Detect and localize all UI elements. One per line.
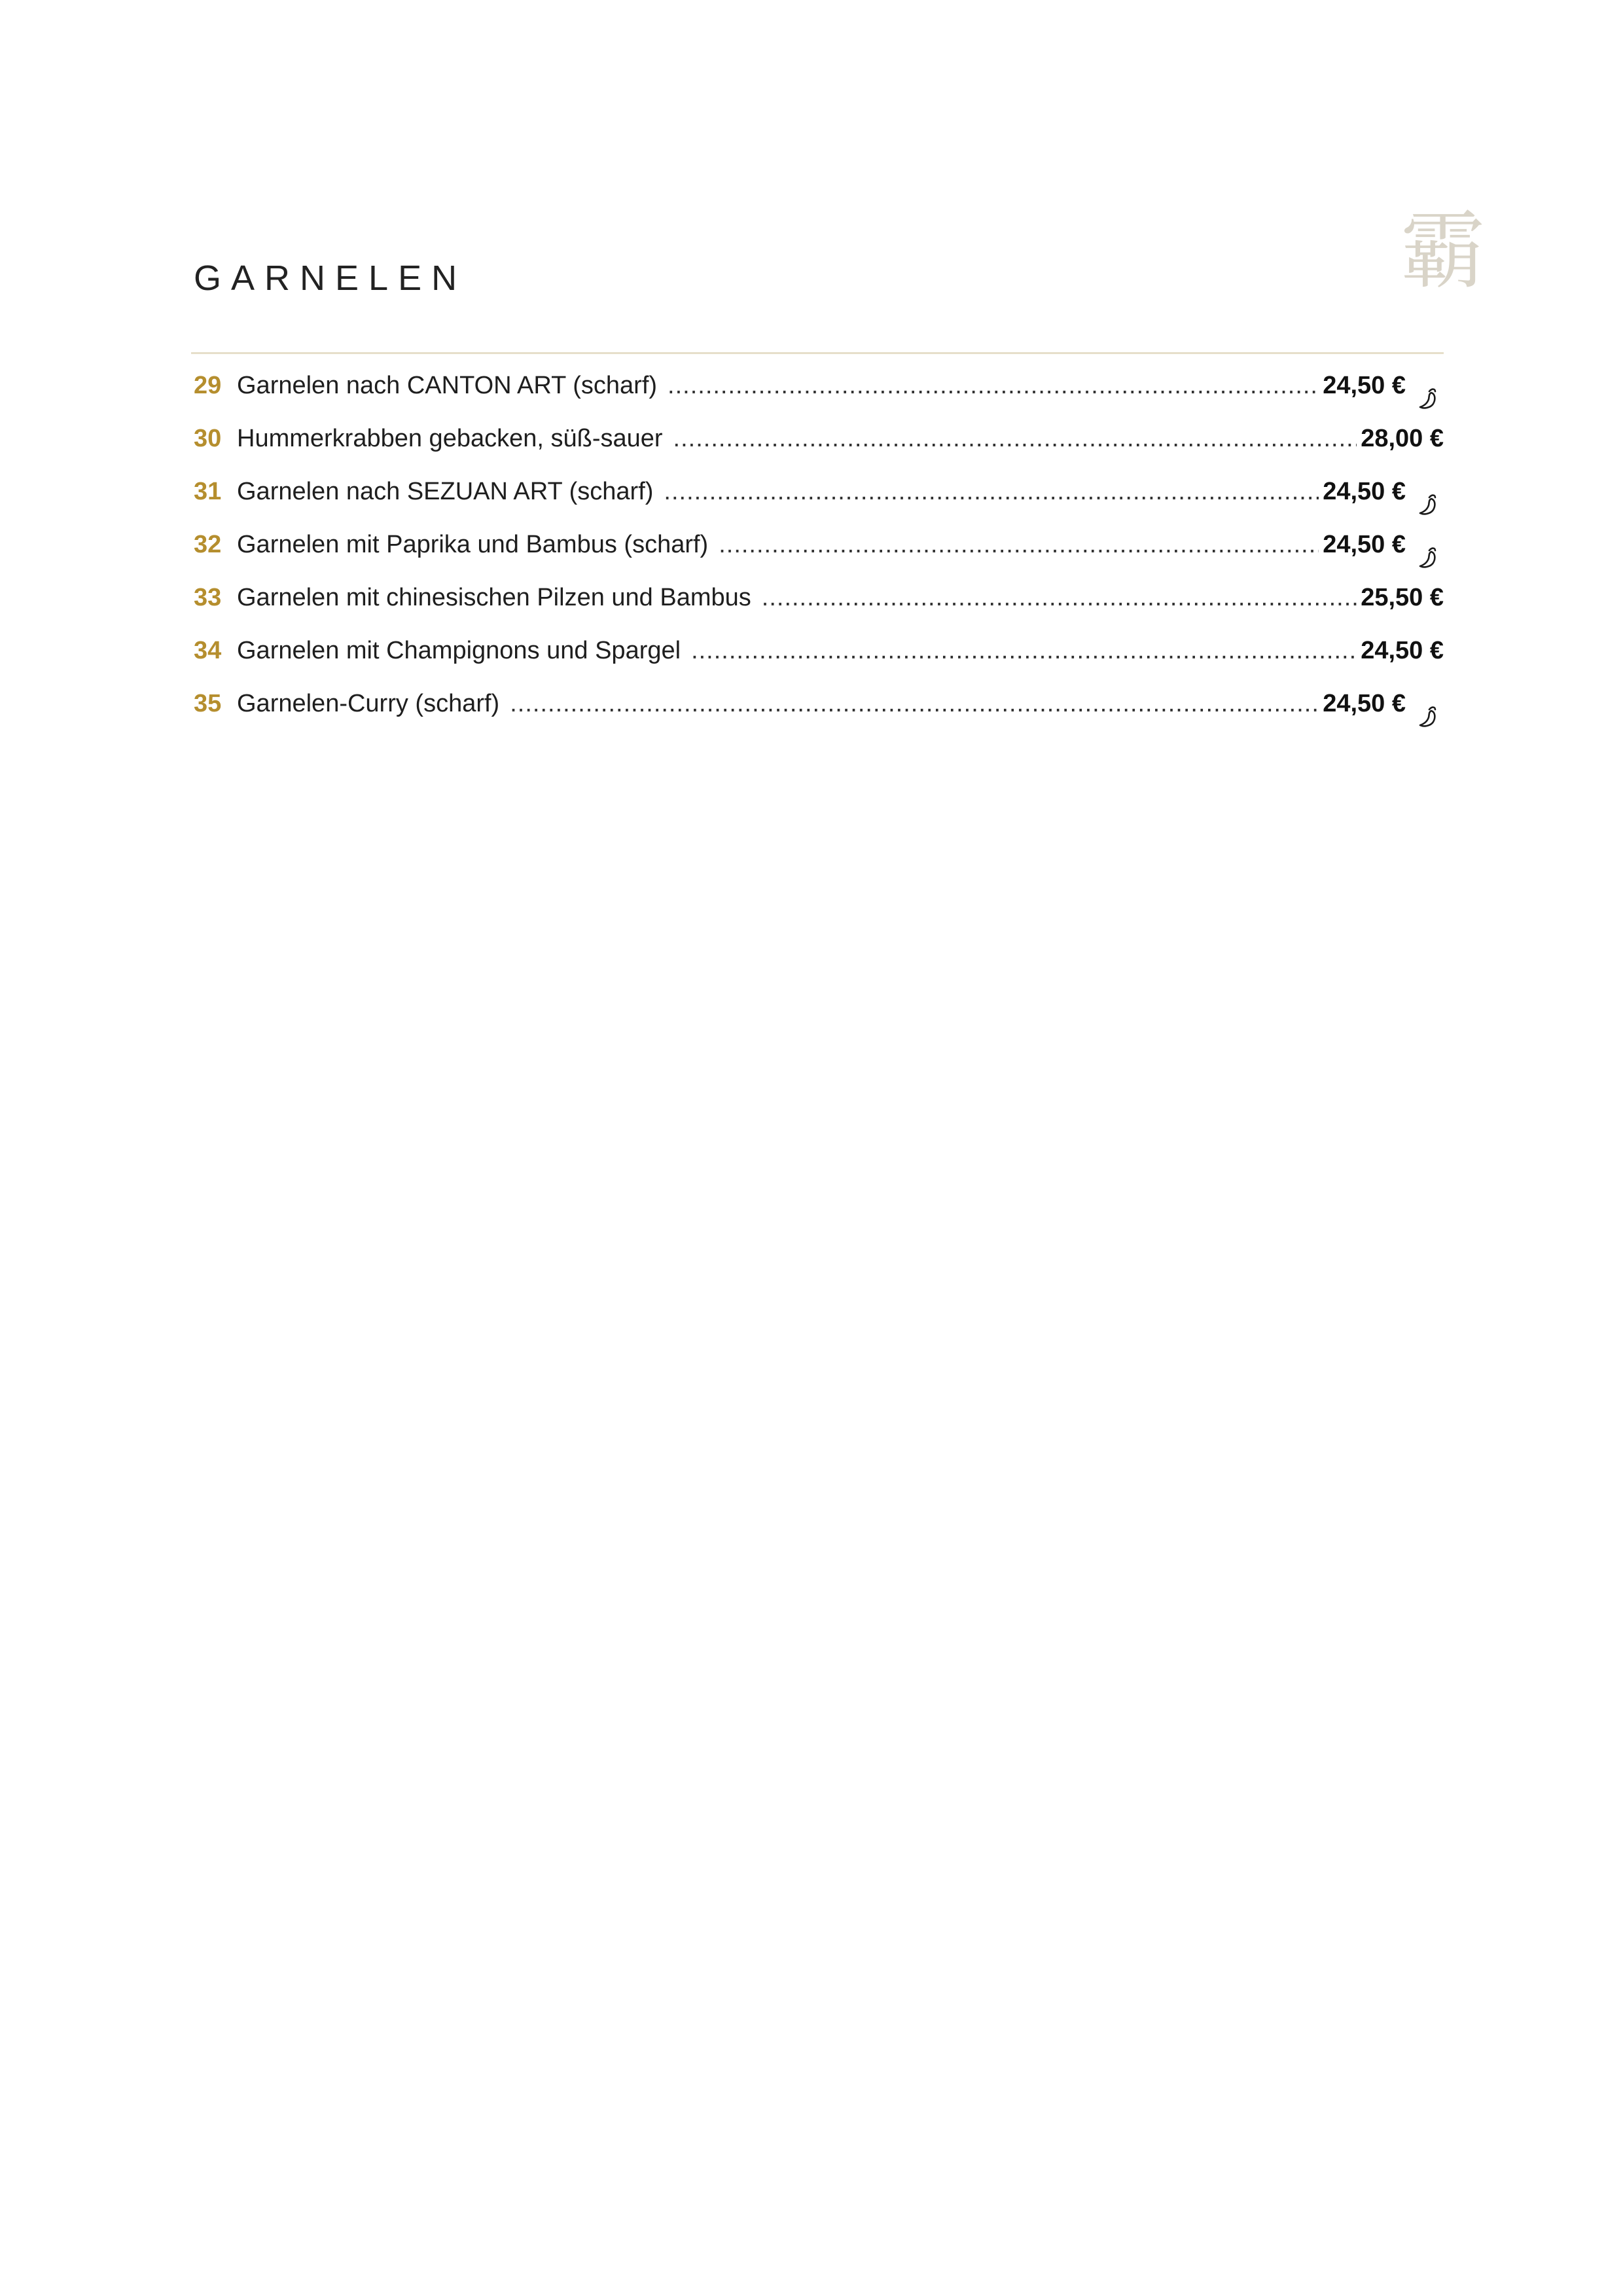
item-number: 30 bbox=[194, 425, 222, 452]
dot-leader bbox=[691, 638, 1357, 663]
item-price: 28,00 € bbox=[1361, 425, 1444, 452]
menu-item bbox=[194, 479, 1444, 532]
dot-leader bbox=[664, 479, 1319, 504]
chili-pepper-icon bbox=[1415, 545, 1444, 573]
item-name: Hummerkrabben gebacken, süß-sauer bbox=[237, 425, 663, 452]
dot-leader bbox=[762, 585, 1357, 610]
menu-item bbox=[194, 691, 1444, 744]
item-number: 35 bbox=[194, 690, 222, 717]
menu-list bbox=[194, 373, 1444, 744]
menu-item bbox=[194, 638, 1444, 691]
dot-leader bbox=[668, 373, 1319, 398]
menu-item bbox=[194, 585, 1444, 638]
item-price: 24,50 € bbox=[1323, 531, 1406, 558]
item-name: Garnelen-Curry (scharf) bbox=[237, 690, 500, 717]
section-title: GARNELEN bbox=[194, 259, 467, 298]
menu-item bbox=[194, 532, 1444, 585]
item-name: Garnelen nach CANTON ART (scharf) bbox=[237, 372, 658, 399]
dot-leader bbox=[510, 691, 1319, 716]
item-number: 29 bbox=[194, 372, 222, 399]
item-number: 32 bbox=[194, 531, 222, 558]
item-price: 24,50 € bbox=[1361, 637, 1444, 664]
item-number: 33 bbox=[194, 584, 222, 611]
chili-pepper-icon bbox=[1415, 492, 1444, 520]
menu-item bbox=[194, 426, 1444, 479]
item-price: 24,50 € bbox=[1323, 478, 1406, 505]
dot-leader bbox=[673, 426, 1357, 451]
chili-pepper-icon bbox=[1415, 386, 1444, 414]
menu-item bbox=[194, 373, 1444, 426]
item-name: Garnelen mit Paprika und Bambus (scharf) bbox=[237, 531, 709, 558]
section-divider bbox=[191, 352, 1444, 354]
item-name: Garnelen mit Champignons und Spargel bbox=[237, 637, 681, 664]
item-number: 31 bbox=[194, 478, 222, 505]
decorative-chinese-character: 霸 bbox=[1400, 201, 1486, 300]
chili-pepper-icon bbox=[1415, 704, 1444, 732]
dot-leader bbox=[719, 532, 1319, 557]
item-price: 24,50 € bbox=[1323, 690, 1406, 717]
item-price: 24,50 € bbox=[1323, 372, 1406, 399]
item-name: Garnelen mit chinesischen Pilzen und Bambus bbox=[237, 584, 751, 611]
item-number: 34 bbox=[194, 637, 222, 664]
item-price: 25,50 € bbox=[1361, 584, 1444, 611]
item-name: Garnelen nach SEZUAN ART (scharf) bbox=[237, 478, 654, 505]
